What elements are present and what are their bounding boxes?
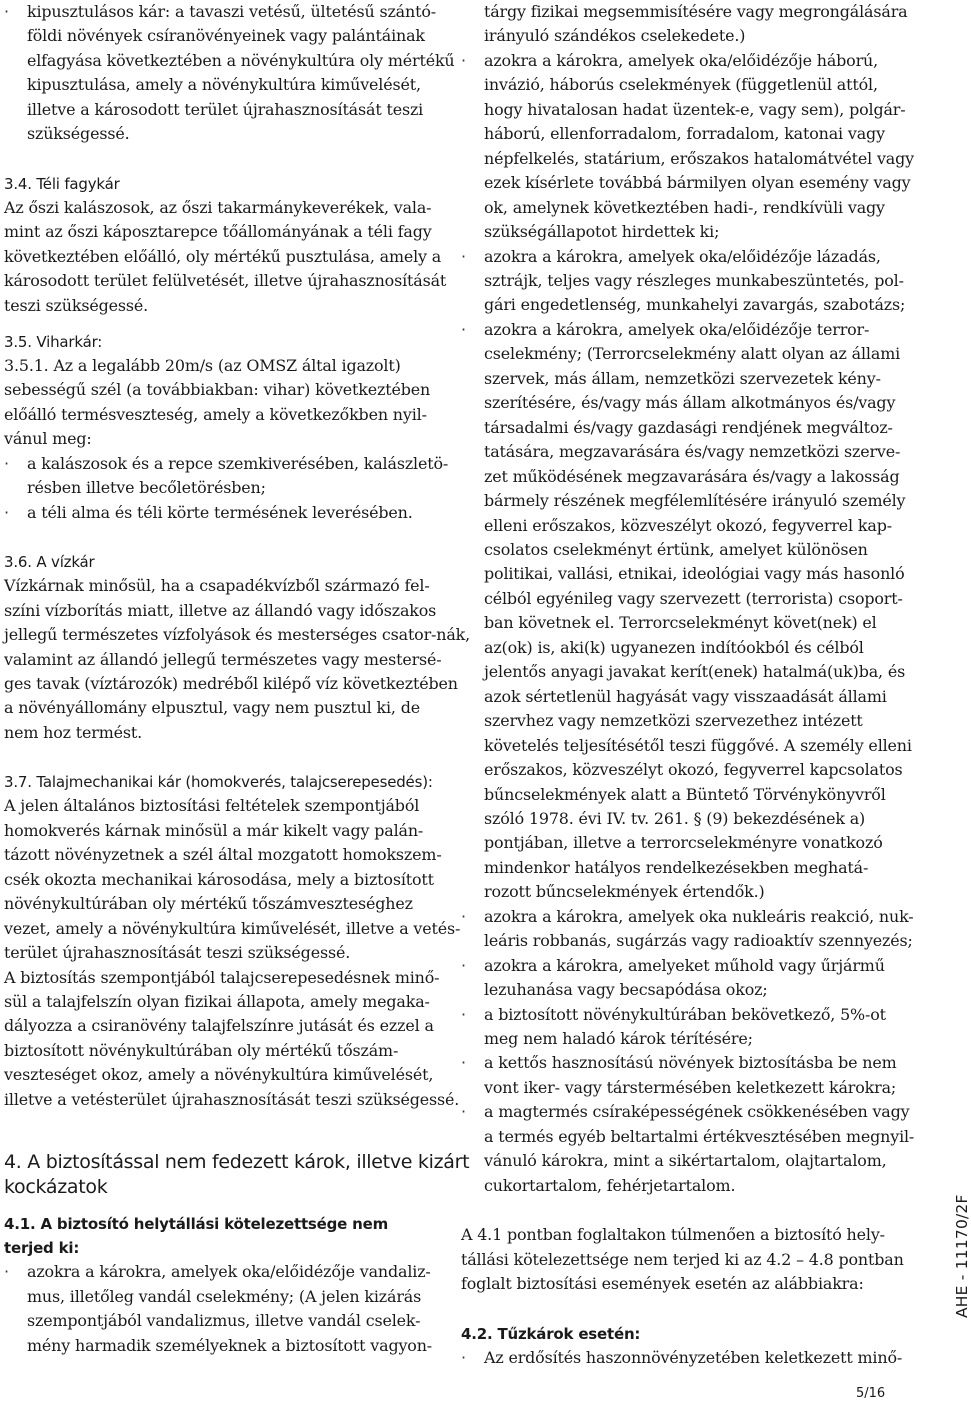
- bullet-dot: ·: [461, 955, 466, 975]
- text-line: terület újrahasznosítását teszi szükségessé.: [4, 943, 351, 963]
- bullet-dot: ·: [4, 1262, 9, 1282]
- bullet-text: [484, 49, 923, 245]
- bullet-kipusztulasos-kar: [4, 0, 455, 147]
- text-line: hogy hivatalosan hadat üzentek-e, vagy sem), polgár-: [484, 99, 906, 119]
- text-line: az(ok) is, aki(k) ugyanezen indítóokból és célból: [484, 637, 864, 657]
- bullet-dot: ·: [4, 502, 9, 522]
- text-line: bármely részének megfélemlítésére irányuló személy: [484, 491, 906, 511]
- text-line: 3.5.1. Az a legalább 20m/s (az OMSZ által igazolt): [4, 355, 401, 375]
- text-line: szükségállapotot hirdettek ki;: [484, 222, 720, 242]
- text-line: vezet, amely a növénykultúra kiművelését, illetve a vetés-: [4, 918, 461, 938]
- bullet-kalaszosok: [4, 452, 449, 501]
- text-line: földi növények csíranövényeinek vagy palántáinak: [27, 26, 425, 46]
- paragraph-3-7-homokveres: [4, 794, 461, 965]
- text-line: társadalmi és/vagy gazdasági rendjének megváltoz-: [484, 417, 893, 437]
- text-line: a kettős hasznosítású növények biztosításba be nem: [484, 1053, 897, 1073]
- text-line: biztosított növénykultúrában oly mértékű tőszám-: [4, 1040, 399, 1060]
- text-line: szervek, más állam, nemzetközi szervezetek kény-: [484, 368, 881, 388]
- bullet-text: [27, 0, 455, 147]
- bullet-teli-alma: [4, 501, 440, 525]
- text-line: ok, amelynek következtében hadi-, rendkívüli vagy: [484, 197, 885, 217]
- text-line: jellegű természetes vízfolyások és mesterséges csator-nák,: [4, 625, 471, 645]
- text-line: ezek kísérlete továbbá bármilyen olyan esemény vagy: [484, 173, 911, 193]
- text-line: mint az őszi káposztarepce tőállományának a téli fagy: [4, 222, 432, 242]
- bullet-text: [484, 0, 923, 49]
- heading-3-4: 3.4. Téli fagykár: [4, 174, 120, 193]
- bullet-terrorcselekmeny: [461, 318, 923, 905]
- text-line: zet működésének megzavarására és/vagy a lakosság: [484, 466, 900, 486]
- text-line: a termés egyéb beltartalmi értékvesztésében megnyil-: [484, 1126, 915, 1146]
- text-line: népfelkelés, statárium, erőszakos hatalomátvétel vagy: [484, 148, 914, 168]
- bullet-text: [484, 1003, 923, 1052]
- text-line: tárgy fizikai megsemmisítésére vagy megrongálására: [484, 2, 908, 21]
- text-line: háború, ellenforradalom, forradalom, katonai vagy: [484, 124, 885, 144]
- text-line: csolatos cselekményt értünk, amelyet különösen: [484, 539, 868, 559]
- paragraph-3-5-1: [4, 354, 440, 452]
- text-line: azokra a károkra, amelyek oka nukleáris reakció, nuk-: [484, 906, 914, 926]
- paragraph-3-6: [4, 574, 471, 745]
- text-line: illetve a vetésterület újrahasznosítását teszi szükségessé.: [4, 1089, 460, 1109]
- text-line: leáris robbanás, sugárzás vagy radioaktív szennyezés;: [484, 931, 913, 951]
- text-line: ban követnek el. Terrorcselekményt követ(nek) el: [484, 613, 877, 633]
- text-line: gári engedetlenség, munkahelyi zavargás, szabotázs;: [484, 295, 906, 315]
- text-line: kipusztulásos kár: a tavaszi vetésű, ültetésű szántó-: [27, 2, 436, 21]
- text-line: szükségessé.: [27, 124, 130, 144]
- bullet-text: [484, 245, 923, 318]
- text-line: kockázatok: [4, 1176, 108, 1199]
- text-line: növénykultúrában oly mértékű tőszámveszteséghez: [4, 894, 413, 914]
- bullet-text: [484, 905, 923, 954]
- bullet-dot: ·: [461, 319, 466, 339]
- text-line: foglalt biztosítási események esetén az alábbiakra:: [461, 1274, 864, 1294]
- text-line: mus, illetőleg vandál cselekmény; (A jelen kizárás: [27, 1286, 422, 1306]
- bullet-magtermes: [461, 1100, 923, 1198]
- bullet-text: [27, 501, 440, 525]
- text-line: irányuló szándékos cselekedete.): [484, 26, 746, 46]
- text-line: azokra a károkra, amelyeket műhold vagy űrjármű: [484, 955, 885, 975]
- text-line: rozott bűncselekmények értendők.): [484, 882, 765, 902]
- text-line: szervhez vagy nemzetközi szervezethez intézett: [484, 711, 863, 731]
- paragraph-3-7-talajcserepesedes: [4, 966, 460, 1113]
- bullet-dot: ·: [461, 50, 466, 70]
- text-line: a magtermés csíraképességének csökkenésében vagy: [484, 1102, 910, 1122]
- text-line: a téli alma és téli körte termésének leverésében.: [27, 502, 413, 522]
- text-line: célból egyénileg vagy szervezett (terrorista) csoport-: [484, 588, 903, 608]
- text-line: azokra a károkra, amelyek oka/előidézője lázadás,: [484, 246, 881, 266]
- text-line: következtében előálló, oly mértékű pusztulása, amely a: [4, 246, 442, 266]
- text-line: vánul meg:: [4, 429, 92, 449]
- text-line: a biztosított növénykultúrában bekövetkező, 5%-ot: [484, 1004, 886, 1024]
- text-line: vont iker- vagy társtermésében keletkezett károkra;: [484, 1077, 897, 1097]
- text-line: ges tavak (víztározók) medréből kilépő víz következtében: [4, 673, 458, 693]
- bullet-dot: ·: [461, 1102, 466, 1122]
- text-line: a kalászosok és a repce szemkiverésében, kalászletö-: [27, 453, 449, 473]
- bullet-lazadas: [461, 245, 923, 318]
- bullet-text: [484, 1051, 923, 1100]
- document-code: AHE - 11170/2F: [953, 1194, 971, 1318]
- bullet-text: [484, 1100, 923, 1198]
- text-line: szerítésére, és/vagy más állam alkotmányos és/vagy: [484, 393, 896, 413]
- text-line: tatására, megzavarására és/vagy nemzetközi szerve-: [484, 442, 901, 462]
- bullet-dot: ·: [461, 1004, 466, 1024]
- heading-3-5: 3.5. Viharkár:: [4, 332, 103, 351]
- text-line: azokra a károkra, amelyek oka/előidézője terror-: [484, 319, 870, 339]
- text-line: vánuló károkra, mint a sikértartalom, olajtartalom,: [484, 1151, 887, 1171]
- text-line: valamint az állandó jellegű természetes vagy mestersé-: [4, 649, 442, 669]
- text-line: a növényállomány elpusztul, vagy nem pusztul ki, de: [4, 698, 420, 718]
- text-line: veszteséget okoz, amely a növénykultúra kiművelését,: [4, 1065, 434, 1085]
- bullet-nuklearis: [461, 905, 923, 954]
- bullet-dot: ·: [461, 246, 466, 266]
- text-line: bűncselekmények alatt a Büntető Törvénykönyvről: [484, 784, 886, 804]
- text-line: károsodott terület felülvetését, illetve újrahasznosítását: [4, 271, 447, 291]
- text-line: jelentős anyagi javakat kerít(enek) hatalmá(uk)ba, és: [484, 662, 906, 682]
- text-line: cukortartalom, fehérjetartalom.: [484, 1175, 736, 1195]
- text-line: pontjában, illetve a terrorcselekményre vonatkozó: [484, 833, 883, 853]
- bullet-text: [484, 954, 923, 1003]
- text-line: 4. A biztosítással nem fedezett károk, illetve kizárt: [4, 1151, 470, 1174]
- text-line: azok sértetlenül hagyását vagy visszaadását állami: [484, 686, 887, 706]
- bullet-dot: ·: [461, 906, 466, 926]
- text-line: résben illetve becőletörésben;: [27, 478, 266, 498]
- heading-4-1: 4.1. A biztosító helytállási kötelezettsége nem terjed ki:: [4, 1215, 389, 1258]
- paragraph-4-1-tulmenoen: [461, 1223, 923, 1296]
- text-line: színi vízborítás miatt, illetve az állandó vagy időszakos: [4, 600, 437, 620]
- text-line: politikai, vallási, etnikai, ideológiai vagy más hasonló: [484, 564, 905, 584]
- text-line: meg nem haladó károk térítésére;: [484, 1029, 753, 1049]
- heading-4-2: 4.2. Tűzkárok esetén:: [461, 1324, 641, 1343]
- text-line: illetve a károsodott terület újrahasznosítását teszi: [27, 99, 424, 119]
- text-line: elfagyása következtében a növénykultúra oly mértékű: [27, 50, 455, 70]
- text-line: mény harmadik személyeknek a biztosított vagyon-: [27, 1335, 433, 1355]
- text-line: sztrájk, teljes vagy részleges munkabeszüntetés, pol-: [484, 270, 904, 290]
- bullet-erdosites: [461, 1346, 923, 1370]
- bullet-dot: ·: [4, 453, 9, 473]
- text-line: sebességű szél (a továbbiakban: vihar) következtében: [4, 380, 431, 400]
- right-column: [461, 0, 923, 1370]
- bullet-kettos-hasznositasu: [461, 1051, 923, 1100]
- text-line: tázott növényzetnek a szél által mozgatott homokszem-: [4, 845, 442, 865]
- bullet-dot: ·: [461, 1347, 466, 1367]
- page-number: 5/16: [856, 1386, 886, 1401]
- text-line: tállási kötelezettsége nem terjed ki az 4.2 – 4.8 pontban: [461, 1249, 904, 1269]
- bullet-vandalizmus: [4, 1260, 440, 1358]
- bullet-dot: ·: [4, 2, 9, 21]
- text-line: csék okozta mechanikai károsodása, mely a biztosított: [4, 869, 434, 889]
- bullet-text: [27, 1260, 440, 1358]
- bullet-text: [484, 318, 923, 905]
- bullet-muhold: [461, 954, 923, 1003]
- heading-3-6: 3.6. A vízkár: [4, 553, 95, 572]
- text-line: azokra a károkra, amelyek oka/előidézője háború,: [484, 50, 879, 70]
- text-line: sül a talajfelszín olyan fizikai állapota, amely megaka-: [4, 991, 430, 1011]
- text-line: előálló termésveszteség, amely a következőkben nyil-: [4, 404, 427, 424]
- bullet-text: [27, 452, 449, 501]
- bullet-vandalizmus-cont: [461, 0, 923, 49]
- text-line: A 4.1 pontban foglaltakon túlmenően a biztosító hely-: [461, 1225, 885, 1245]
- text-line: szóló 1978. évi IV. tv. 261. § (9) bekezdésének a): [484, 808, 866, 828]
- text-line: homokverés kárnak minősül a már kikelt vagy palán-: [4, 820, 424, 840]
- text-line: mindenkor hatályos rendelkezésekben meghatá-: [484, 857, 869, 877]
- text-line: A jelen általános biztosítási feltételek szempontjából: [4, 796, 420, 816]
- text-line: szempontjából vandalizmus, illetve vandál cselek-: [27, 1311, 421, 1331]
- heading-3-7: 3.7. Talajmechanikai kár (homokverés, talajcserepesedés):: [4, 773, 433, 792]
- text-line: Az erdősítés haszonnövényzetében keletkezett minő-: [484, 1347, 903, 1367]
- text-line: dályozza a csiranövény talajfelszínre jutását és ezzel a: [4, 1016, 434, 1036]
- heading-4: [4, 1150, 470, 1200]
- bullet-text: [484, 1346, 923, 1370]
- text-line: cselekmény; (Terrorcselekmény alatt olyan az állami: [484, 344, 901, 364]
- text-line: kipusztulása, amely a növénykultúra kiművelését,: [27, 75, 421, 95]
- bullet-5-szazalek: [461, 1003, 923, 1052]
- text-line: teszi szükségessé.: [4, 295, 149, 315]
- text-line: nem hoz termést.: [4, 722, 143, 742]
- text-line: lezuhanása vagy becsapódása okoz;: [484, 980, 768, 1000]
- text-line: azokra a károkra, amelyek oka/előidézője vandaliz-: [27, 1262, 431, 1282]
- text-line: A biztosítás szempontjából talajcserepesedésnek minő-: [4, 967, 440, 987]
- text-line: erőszakos, közveszélyt okozó, fegyverrel kapcsolatos: [484, 760, 903, 780]
- bullet-haboru: [461, 49, 923, 245]
- text-line: Vízkárnak minősül, ha a csapadékvízből származó fel-: [4, 576, 430, 596]
- text-line: követelés teljesítésétől teszi függővé. A személy elleni: [484, 735, 912, 755]
- text-line: elleni erőszakos, közveszélyt okozó, fegyverrel kap-: [484, 515, 892, 535]
- bullet-dot: ·: [461, 1053, 466, 1073]
- text-line: invázió, háborús cselekmények (függetlenül attól,: [484, 75, 878, 95]
- paragraph-3-4: [4, 196, 447, 318]
- text-line: Az őszi kalászosok, az őszi takarmánykeverékek, vala-: [4, 197, 432, 217]
- left-column: [4, 0, 471, 1358]
